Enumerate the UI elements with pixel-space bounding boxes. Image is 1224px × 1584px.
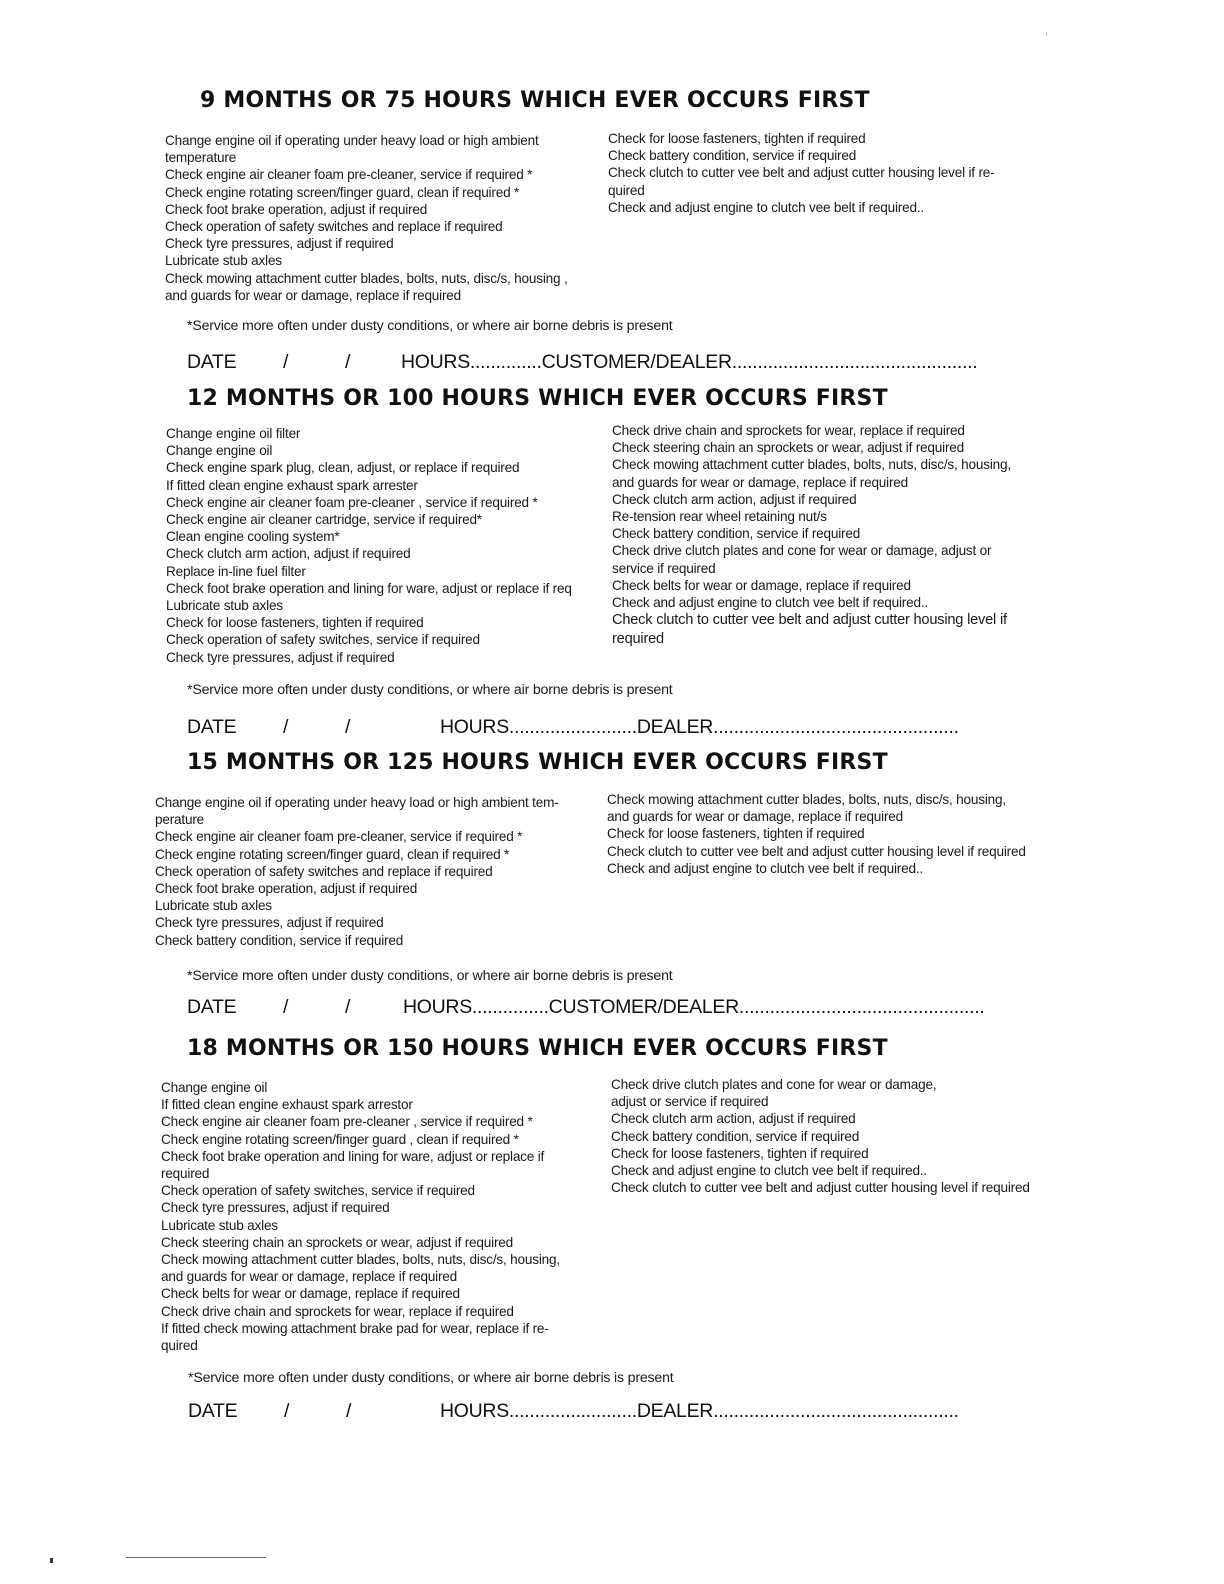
checklist-item: Check mowing attachment cutter blades, bolts, nuts, disc/s, housing, <box>612 457 1011 473</box>
checklist-item: Check operation of safety switches, service if required <box>166 632 480 648</box>
checklist-item: Check tyre pressures, adjust if required <box>155 915 384 931</box>
checklist-item: Check for loose fasteners, tighten if required <box>166 615 424 631</box>
checklist-item: perature <box>155 812 205 828</box>
checklist-item: Check engine spark plug, clean, adjust, or replace if required <box>166 460 520 476</box>
checklist-item: If fitted clean engine exhaust spark arrestor <box>161 1097 413 1113</box>
date-slash: / <box>283 996 289 1018</box>
dusty-conditions-note: *Service more often under dusty conditions, or where air borne debris is present <box>187 682 673 698</box>
hours-dealer-field: HOURS..............CUSTOMER/DEALER................................................ <box>401 351 978 373</box>
right-checklist <box>612 422 1011 648</box>
checklist-item: Check clutch arm action, adjust if required <box>611 1111 856 1127</box>
checklist-item: Check tyre pressures, adjust if required <box>166 649 395 665</box>
right-checklist <box>611 1076 1030 1196</box>
checklist-item: Check clutch to cutter vee belt and adjust cutter housing level if <box>612 612 1007 629</box>
checklist-item: Check operation of safety switches and replace if required <box>155 863 493 879</box>
checklist-item: Lubricate stub axles <box>155 898 272 914</box>
checklist-item: and guards for wear or damage, replace if required <box>612 474 909 490</box>
date-slash: / <box>283 351 289 373</box>
checklist-item: Check drive clutch plates and cone for wear or damage, adjust or <box>612 543 992 559</box>
checklist-item: Check mowing attachment cutter blades, bolts, nuts, disc/s, housing , <box>165 270 568 286</box>
checklist-item: required <box>612 631 664 648</box>
checklist-item: Check battery condition, service if required <box>611 1128 860 1144</box>
checklist-item: Clean engine cooling system* <box>166 529 340 545</box>
left-checklist <box>161 1079 560 1354</box>
date-slash: / <box>346 1400 352 1422</box>
hours-dealer-field: HOURS.........................DEALER................................................ <box>440 1400 959 1422</box>
checklist-item: Check operation of safety switches and replace if required <box>165 219 503 235</box>
checklist-item: Check battery condition, service if required <box>612 526 861 542</box>
section-heading: 15 MONTHS OR 125 HOURS WHICH EVER OCCURS FIRST <box>187 750 888 775</box>
checklist-item: quired <box>161 1338 198 1354</box>
checklist-item: adjust or service if required <box>611 1094 769 1110</box>
date-label: DATE <box>188 1400 238 1422</box>
checklist-item: temperature <box>165 150 237 166</box>
checklist-item: Check engine air cleaner foam pre-cleaner , service if required * <box>161 1114 533 1130</box>
hours-dealer-field: HOURS.........................DEALER................................................ <box>440 716 959 738</box>
checklist-item: Check engine air cleaner foam pre-cleaner, service if required * <box>155 829 523 845</box>
checklist-item: Check mowing attachment cutter blades, bolts, nuts, disc/s, housing, <box>161 1252 560 1268</box>
scan-speck <box>1046 32 1047 36</box>
dusty-conditions-note: *Service more often under dusty conditions, or where air borne debris is present <box>188 1370 674 1386</box>
checklist-item: Check drive chain and sprockets for wear, replace if required <box>161 1303 514 1319</box>
checklist-item: Re-tension rear wheel retaining nut/s <box>612 509 827 525</box>
checklist-item: Lubricate stub axles <box>161 1217 278 1233</box>
checklist-item: Check foot brake operation, adjust if required <box>165 201 428 217</box>
checklist-item: Change engine oil <box>166 443 273 459</box>
checklist-item: Change engine oil filter <box>166 426 301 441</box>
checklist-item: Lubricate stub axles <box>165 253 282 269</box>
checklist-item: Lubricate stub axles <box>166 598 283 614</box>
checklist-item: Change engine oil <box>161 1080 268 1095</box>
checklist-item: Check battery condition, service if required <box>155 932 404 948</box>
checklist-item: Check drive clutch plates and cone for wear or damage, <box>611 1077 937 1092</box>
checklist-item: service if required <box>612 560 716 576</box>
dusty-conditions-note: *Service more often under dusty conditions, or where air borne debris is present <box>187 318 673 334</box>
date-label: DATE <box>187 351 237 373</box>
checklist-item: required <box>161 1166 210 1182</box>
checklist-item: Check foot brake operation and lining for ware, adjust or replace if <box>161 1148 545 1164</box>
date-slash: / <box>284 1400 290 1422</box>
checklist-item: Check for loose fasteners, tighten if required <box>611 1145 869 1161</box>
checklist-item: and guards for wear or damage, replace if required <box>607 809 904 825</box>
checklist-item: Check engine rotating screen/finger guard, clean if required * <box>155 846 510 862</box>
checklist-item: Check engine rotating screen/finger guard , clean if required * <box>161 1131 519 1147</box>
date-slash: / <box>345 351 351 373</box>
checklist-item: Check steering chain an sprockets or wear, adjust if required <box>612 440 964 456</box>
dusty-conditions-note: *Service more often under dusty conditions, or where air borne debris is present <box>187 968 673 984</box>
checklist-item: Check engine air cleaner foam pre-cleaner , service if required * <box>166 494 538 510</box>
date-hours-signoff-line <box>0 351 1224 377</box>
left-checklist <box>165 132 568 304</box>
checklist-item: Change engine oil if operating under heavy load or high ambient tem- <box>155 795 559 810</box>
checklist-item: Check engine rotating screen/finger guard, clean if required * <box>165 184 520 200</box>
right-checklist <box>607 791 1026 877</box>
checklist-item: Check foot brake operation, adjust if required <box>155 881 418 897</box>
checklist-item: Check battery condition, service if required <box>608 148 857 164</box>
section-heading: 18 MONTHS OR 150 HOURS WHICH EVER OCCURS FIRST <box>187 1036 888 1061</box>
checklist-item: Check foot brake operation and lining for ware, adjust or replace if req <box>166 580 572 596</box>
checklist-item: Check clutch arm action, adjust if required <box>612 491 857 507</box>
section-heading: 12 MONTHS OR 100 HOURS WHICH EVER OCCURS FIRST <box>187 386 888 411</box>
date-slash: / <box>283 716 289 738</box>
checklist-item: Check and adjust engine to clutch vee belt if required.. <box>611 1163 928 1179</box>
checklist-item: Check operation of safety switches, service if required <box>161 1183 475 1199</box>
checklist-item: Check and adjust engine to clutch vee belt if required.. <box>608 199 925 215</box>
date-label: DATE <box>187 996 237 1018</box>
checklist-item: Check tyre pressures, adjust if required <box>165 236 394 252</box>
scan-mark <box>50 1558 53 1563</box>
checklist-item: Check clutch to cutter vee belt and adjust cutter housing level if required <box>607 843 1026 859</box>
checklist-item: Check and adjust engine to clutch vee belt if required.. <box>612 595 929 611</box>
checklist-item: quired <box>608 182 645 198</box>
checklist-item: Check for loose fasteners, tighten if required <box>607 826 865 842</box>
checklist-item: Check steering chain an sprockets or wear, adjust if required <box>161 1234 513 1250</box>
checklist-item: If fitted check mowing attachment brake pad for wear, replace if re- <box>161 1320 549 1336</box>
date-hours-signoff-line <box>0 716 1224 742</box>
hours-dealer-field: HOURS...............CUSTOMER/DEALER................................................ <box>403 996 985 1018</box>
checklist-item: Check mowing attachment cutter blades, bolts, nuts, disc/s, housing, <box>607 792 1006 807</box>
checklist-item: and guards for wear or damage, replace if required <box>161 1269 458 1285</box>
checklist-item: Check drive chain and sprockets for wear, replace if required <box>612 423 965 438</box>
checklist-item: If fitted clean engine exhaust spark arrester <box>166 477 418 493</box>
date-slash: / <box>345 996 351 1018</box>
checklist-item: Change engine oil if operating under heavy load or high ambient <box>165 133 539 148</box>
checklist-item: Check belts for wear or damage, replace if required <box>612 577 911 593</box>
checklist-item: Check for loose fasteners, tighten if required <box>608 131 866 146</box>
section-heading: 9 MONTHS OR 75 HOURS WHICH EVER OCCURS FIRST <box>200 88 870 113</box>
checklist-item: Check clutch to cutter vee belt and adjust cutter housing level if required <box>611 1180 1030 1196</box>
date-hours-signoff-line <box>0 996 1224 1022</box>
checklist-item: and guards for wear or damage, replace if required <box>165 287 462 303</box>
date-label: DATE <box>187 716 237 738</box>
checklist-item: Check clutch to cutter vee belt and adjust cutter housing level if re- <box>608 165 995 181</box>
checklist-item: Check belts for wear or damage, replace if required <box>161 1286 460 1302</box>
checklist-item: Check engine air cleaner cartridge, service if required* <box>166 512 482 528</box>
checklist-item: Replace in-line fuel filter <box>166 563 306 579</box>
left-checklist <box>155 794 559 949</box>
left-checklist <box>166 425 572 666</box>
date-slash: / <box>345 716 351 738</box>
checklist-item: Check engine air cleaner foam pre-cleaner, service if required * <box>165 167 533 183</box>
checklist-item: Check tyre pressures, adjust if required <box>161 1200 390 1216</box>
footnote-separator-line <box>126 1557 266 1558</box>
right-checklist <box>608 130 994 216</box>
checklist-item: Check and adjust engine to clutch vee belt if required.. <box>607 860 924 876</box>
date-hours-signoff-line <box>0 1400 1224 1426</box>
checklist-item: Check clutch arm action, adjust if required <box>166 546 411 562</box>
